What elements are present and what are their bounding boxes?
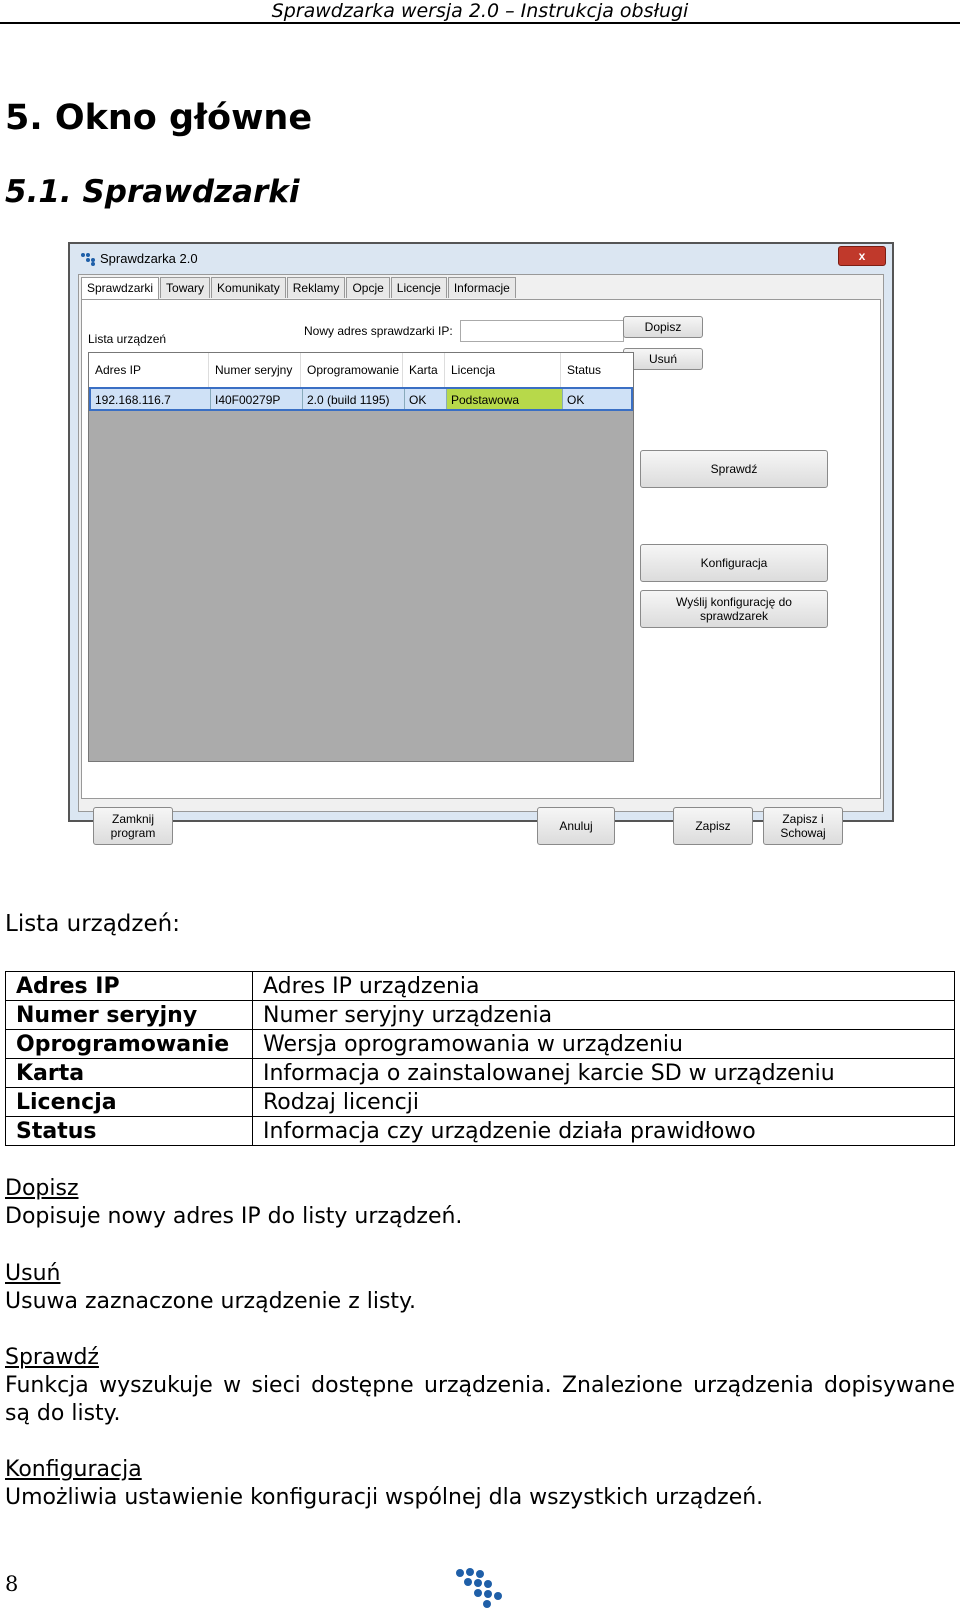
tab-licencje[interactable]: Licencje — [391, 277, 447, 298]
konfiguracja-button[interactable]: Konfiguracja — [640, 544, 828, 582]
def-key: Licencja — [6, 1088, 253, 1117]
def-value: Informacja o zainstalowanej karcie SD w urządzeniu — [253, 1059, 955, 1088]
col-adres-ip[interactable]: Adres IP — [89, 353, 209, 387]
app-logo-icon — [80, 252, 98, 266]
page-number: 8 — [5, 1572, 19, 1596]
tab-towary[interactable]: Towary — [160, 277, 210, 298]
term-konfiguracja: Konfiguracja — [5, 1457, 142, 1482]
tab-sprawdzarki[interactable]: Sprawdzarki — [81, 277, 159, 300]
term-dopisz: Dopisz — [5, 1176, 79, 1201]
ip-input-label: Nowy adres sprawdzarki IP: — [304, 324, 453, 338]
def-key: Adres IP — [6, 972, 253, 1001]
col-licencja[interactable]: Licencja — [445, 353, 561, 387]
col-status[interactable]: Status — [567, 363, 602, 377]
device-list-label: Lista urządzeń — [88, 332, 167, 346]
desc-usun: Usuwa zaznaczone urządzenie z listy. — [5, 1289, 416, 1314]
col-oprogramowanie[interactable]: Oprogramowanie — [301, 353, 403, 387]
col-karta[interactable]: Karta — [403, 353, 445, 387]
window-client — [78, 274, 884, 840]
window-title: Sprawdzarka 2.0 — [100, 251, 198, 266]
term-sprawdz: Sprawdź — [5, 1345, 99, 1370]
definitions-table — [5, 971, 955, 1146]
def-value: Adres IP urządzenia — [253, 972, 955, 1001]
close-button[interactable]: x — [838, 246, 886, 266]
wyslij-konfiguracje-button[interactable]: Wyślij konfigurację do sprawdzarek — [640, 590, 828, 628]
heading-main-window: 5. Okno główne — [5, 98, 313, 138]
list-heading: Lista urządzeń: — [5, 911, 180, 937]
zapisz-i-schowaj-button[interactable]: Zapisz i Schowaj — [763, 807, 843, 845]
def-value: Numer seryjny urządzenia — [253, 1001, 955, 1030]
device-list-header — [89, 353, 633, 387]
desc-dopisz: Dopisuje nowy adres IP do listy urządzeń. — [5, 1204, 463, 1229]
cell-ip: 192.168.116.7 — [91, 389, 211, 409]
def-key: Numer seryjny — [6, 1001, 253, 1030]
tab-komunikaty[interactable]: Komunikaty — [211, 277, 286, 298]
sprawdz-button[interactable]: Sprawdź — [640, 450, 828, 488]
tab-reklamy[interactable]: Reklamy — [287, 277, 346, 298]
heading-sprawdzarki: 5.1. Sprawdzarki — [5, 174, 300, 210]
device-list[interactable] — [88, 352, 634, 762]
def-value: Informacja czy urządzenie działa prawidłowo — [253, 1117, 955, 1146]
def-key: Karta — [6, 1059, 253, 1088]
zamknij-program-button[interactable]: Zamknij program — [93, 807, 173, 845]
table-row — [6, 1088, 955, 1117]
ip-input[interactable] — [460, 320, 624, 342]
cell-software: 2.0 (build 1195) — [303, 389, 405, 409]
bottom-bar — [81, 801, 881, 840]
def-value: Wersja oprogramowania w urządzeniu — [253, 1030, 955, 1059]
tab-informacje[interactable]: Informacje — [448, 277, 516, 298]
sprawdzarki-panel — [81, 299, 881, 799]
def-key: Status — [6, 1117, 253, 1146]
col-numer-seryjny[interactable]: Numer seryjny — [209, 353, 301, 387]
def-key: Oprogramowanie — [6, 1030, 253, 1059]
dopisz-button[interactable]: Dopisz — [623, 316, 703, 338]
table-row — [6, 1001, 955, 1030]
cell-card: OK — [405, 389, 447, 409]
page-header: Sprawdzarka wersja 2.0 – Instrukcja obsługi — [0, 0, 960, 24]
tab-opcje[interactable]: Opcje — [346, 277, 389, 298]
tab-strip — [81, 277, 517, 299]
cell-status: OK — [567, 393, 585, 407]
desc-konfiguracja: Umożliwia ustawienie konfiguracji wspólnej dla wszystkich urządzeń. — [5, 1485, 764, 1510]
term-usun: Usuń — [5, 1261, 61, 1286]
anuluj-button[interactable]: Anuluj — [537, 807, 615, 845]
cell-license: Podstawowa — [447, 389, 563, 409]
table-row — [6, 1030, 955, 1059]
table-row — [6, 1117, 955, 1146]
app-window-screenshot — [68, 242, 894, 840]
usun-button[interactable]: Usuń — [623, 348, 703, 370]
table-row[interactable] — [89, 387, 633, 411]
table-row — [6, 972, 955, 1001]
desc-sprawdz: Funkcja wyszukuje w sieci dostępne urządzenia. Znalezione urządzenia dopisywane są do listy. — [5, 1373, 955, 1426]
table-row — [6, 1059, 955, 1088]
zapisz-button[interactable]: Zapisz — [673, 807, 753, 845]
cell-serial: I40F00279P — [211, 389, 303, 409]
def-value: Rodzaj licencji — [253, 1088, 955, 1117]
company-logo-icon — [454, 1568, 506, 1612]
